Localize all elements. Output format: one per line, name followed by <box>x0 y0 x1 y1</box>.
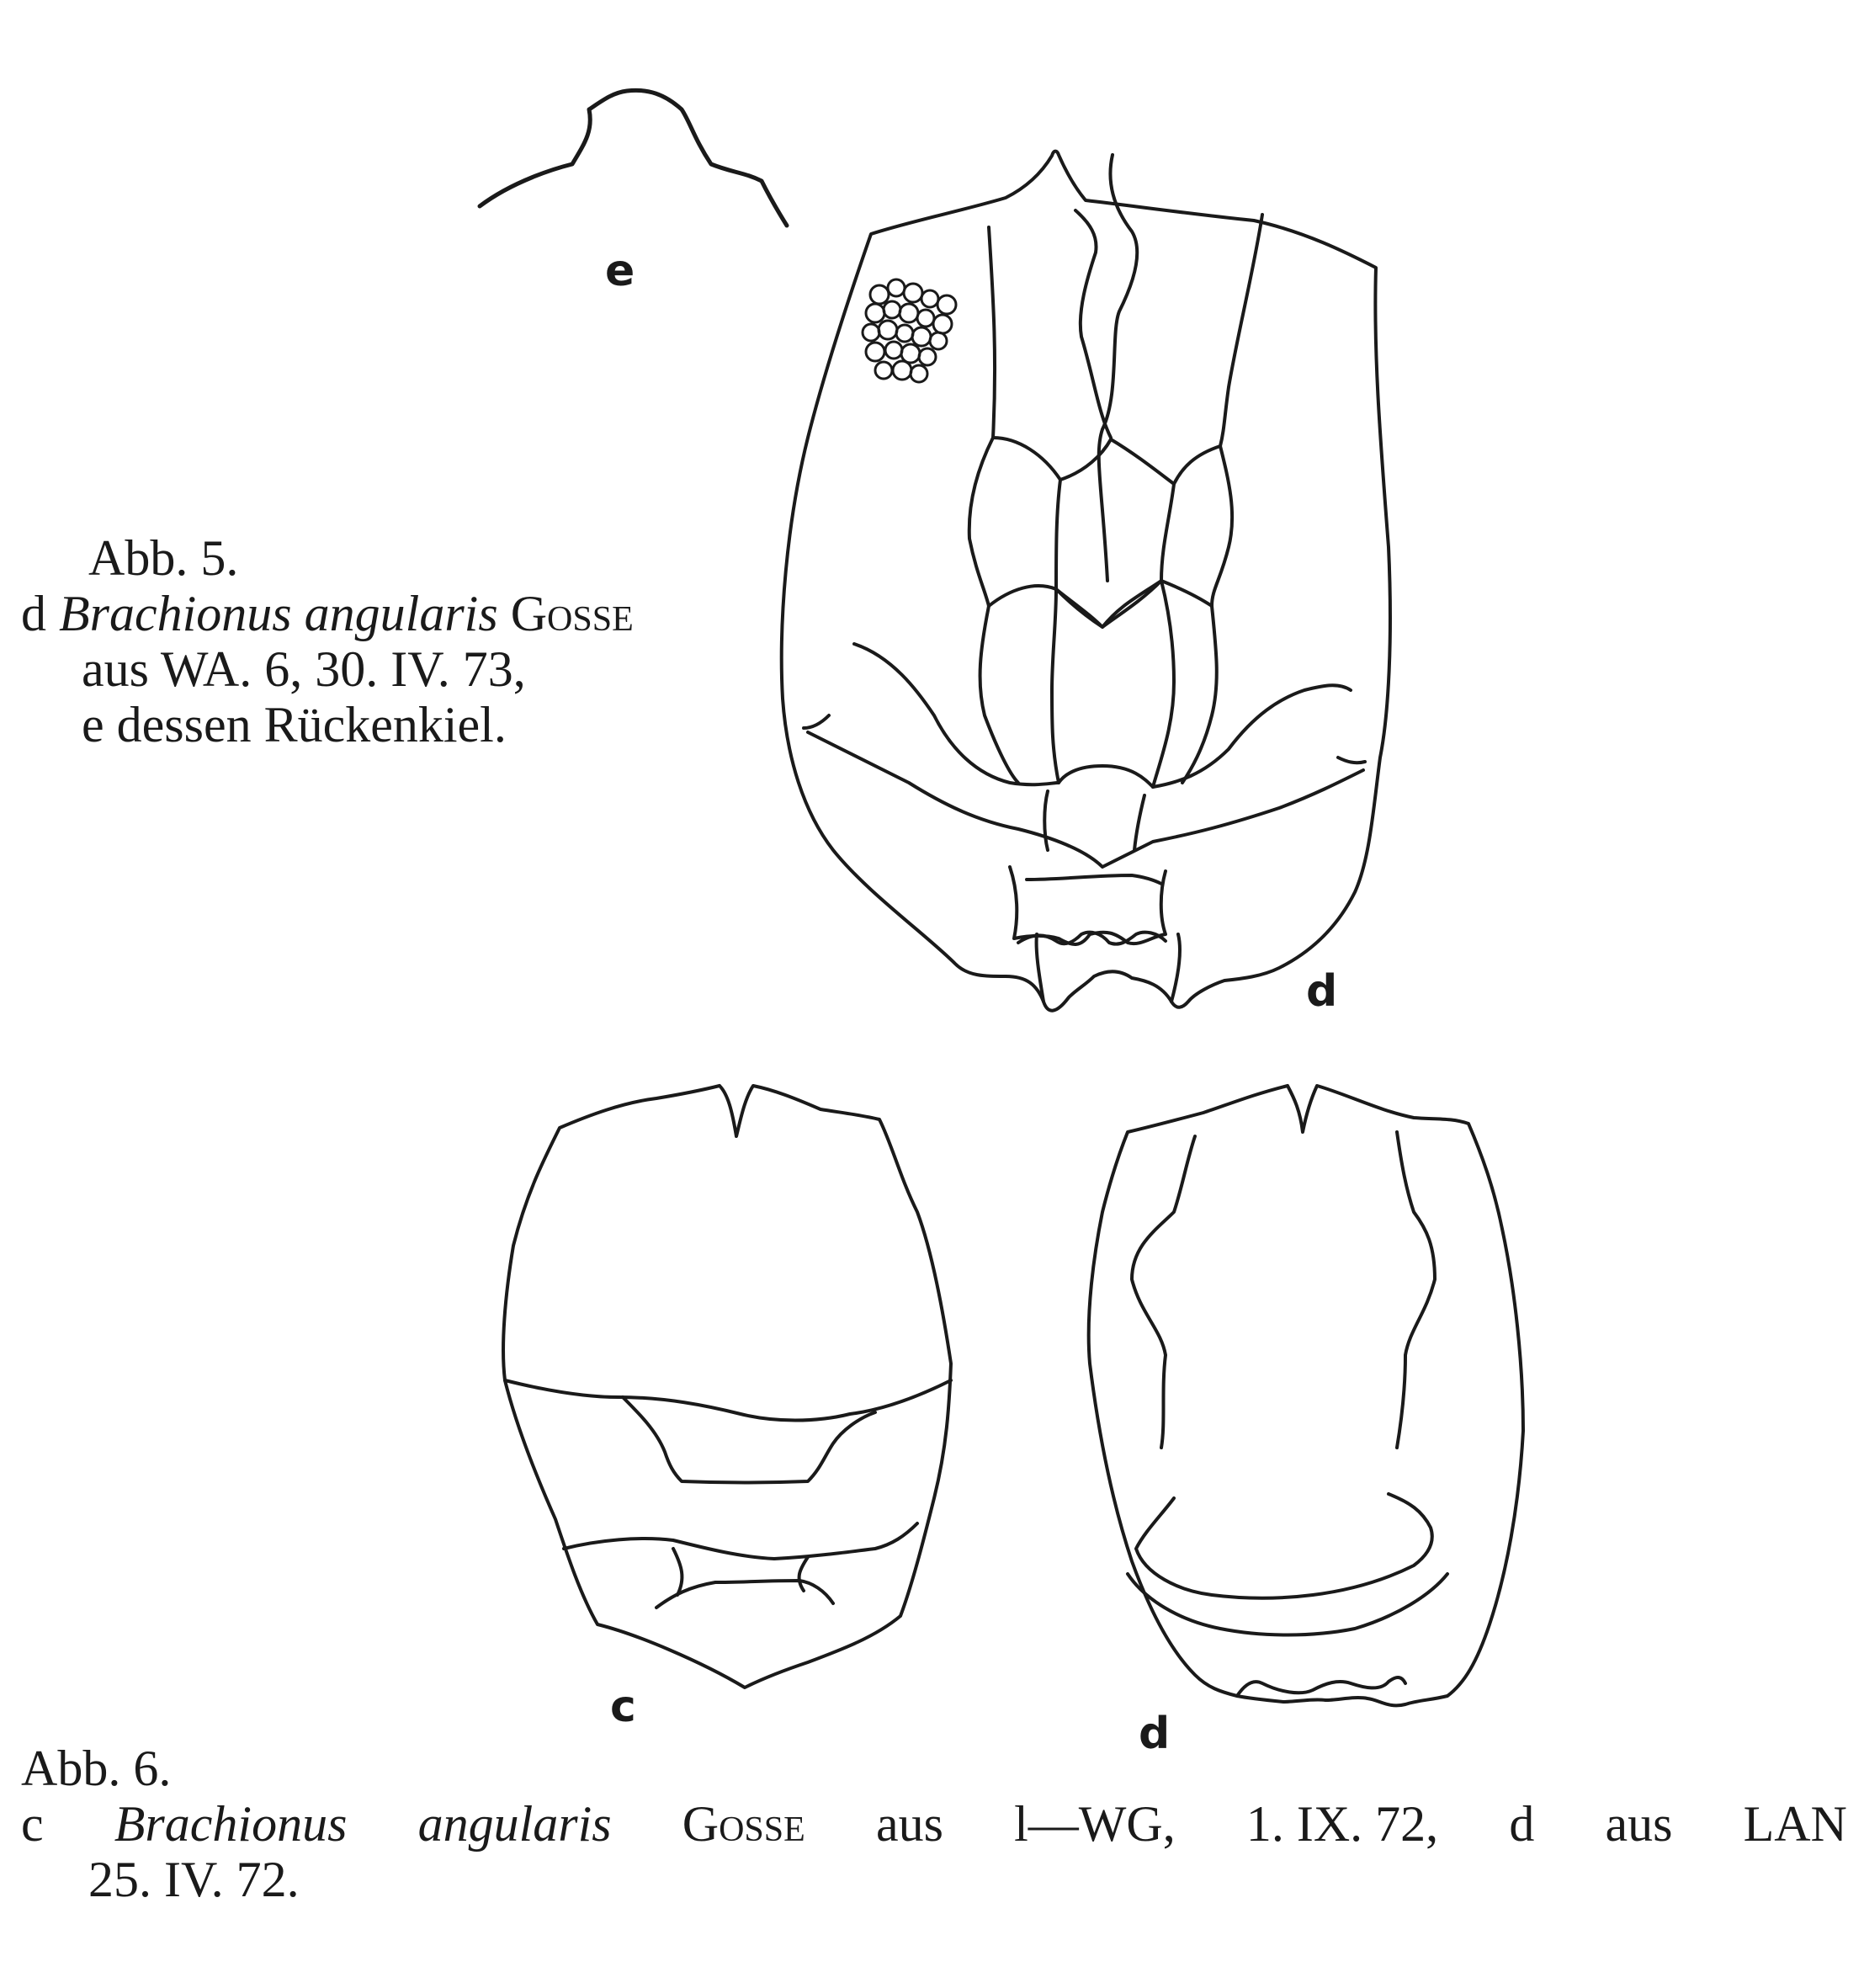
lorica-outline <box>503 1086 951 1688</box>
caption-abb5-line1 <box>21 586 634 641</box>
posterior-transverse-ridge-tick-left <box>804 715 829 728</box>
dorsal-ridge-left <box>1132 1136 1195 1448</box>
posterior-inner-arc <box>1136 1494 1432 1598</box>
dorsal-plate-lower <box>1052 581 1174 787</box>
caption-abb6 <box>21 1741 1847 1907</box>
figure-label-d-abb5: d <box>1306 966 1338 1017</box>
dorsal-keel-outline <box>480 90 787 226</box>
dorsal-ridge-right <box>1397 1132 1435 1448</box>
figure-d-abb5-lorica <box>782 151 1390 1011</box>
posterior-lateral-arc-right <box>1153 685 1351 787</box>
foot-opening-arc <box>656 1581 833 1608</box>
caption-abb6-word: aus <box>875 1796 943 1852</box>
caption-abb5 <box>21 530 634 752</box>
posterior-lateral-arc-left <box>854 644 1059 784</box>
figure-e-dorsal-keel <box>480 90 787 226</box>
caption-abb6-word: d <box>1509 1796 1535 1852</box>
dorsal-plate-right-side <box>1182 446 1232 783</box>
caption-abb5-line2: aus WA. 6, 30. IV. 73, <box>82 641 526 697</box>
posterior-transverse-line <box>564 1523 917 1559</box>
figure-label-c-abb6: c <box>610 1682 636 1732</box>
caption-abb5-prefix: d <box>21 586 46 641</box>
posterior-spine-right <box>1171 934 1180 1002</box>
posterior-outer-arc <box>1128 1574 1447 1635</box>
figure-c-abb6-lorica <box>503 1086 951 1688</box>
dorsal-median-keel <box>1099 155 1137 581</box>
posterior-median-band-left <box>1044 791 1048 850</box>
foot-opening-arc-right <box>799 1557 808 1591</box>
caption-abb5-line3: e dessen Rückenkiel. <box>82 697 507 752</box>
dorsal-plate-left-side <box>969 438 1018 783</box>
figure-label-e: e <box>605 246 635 296</box>
dorsal-plate-connector-left <box>989 586 1056 606</box>
lorica-outline <box>1089 1086 1523 1705</box>
foot-opening-inner <box>1027 875 1161 884</box>
dorsal-ridge-right <box>1174 215 1262 484</box>
foot-opening-arc-left <box>673 1549 682 1595</box>
dorsal-plate-connector-right <box>1161 581 1212 606</box>
figure-d-abb6-lorica <box>1089 1086 1523 1705</box>
dorsal-ridge-left <box>989 227 1060 480</box>
caption-abb6-author: Gosse <box>682 1796 805 1852</box>
anterior-transverse-line <box>505 1380 951 1421</box>
caption-abb6-word: 1. IX. 72, <box>1245 1796 1439 1852</box>
posterior-transverse-ridge-tick-right <box>1338 757 1365 763</box>
posterior-median-band-right <box>1134 795 1144 850</box>
egg-cluster <box>863 279 956 382</box>
caption-abb6-heading: Abb. 6. <box>21 1741 172 1796</box>
posterior-transverse-ridge <box>808 732 1363 867</box>
figure-label-d-abb6: d <box>1139 1709 1171 1759</box>
dorsal-plate-upper <box>1056 439 1174 627</box>
caption-abb5-heading: Abb. 5. <box>88 530 239 586</box>
median-notch <box>623 1397 875 1483</box>
caption-abb6-line2: 25. IV. 72. <box>88 1852 300 1907</box>
caption-abb5-author: Gosse <box>510 586 634 641</box>
posterior-foot-notch <box>1237 1677 1405 1696</box>
caption-abb6-word: c <box>21 1796 44 1852</box>
caption-abb6-word: l—WG, <box>1014 1796 1176 1852</box>
caption-abb6-species-name: angularis <box>417 1796 612 1852</box>
caption-abb6-word: LAN <box>1743 1796 1847 1852</box>
caption-abb5-species: Brachionus angularis <box>59 586 498 641</box>
dorsal-median-keel-left <box>1075 210 1111 438</box>
caption-abb6-species-genus: Brachionus <box>114 1796 348 1852</box>
caption-abb6-line1 <box>21 1796 1847 1852</box>
caption-abb6-word: aus <box>1605 1796 1673 1852</box>
